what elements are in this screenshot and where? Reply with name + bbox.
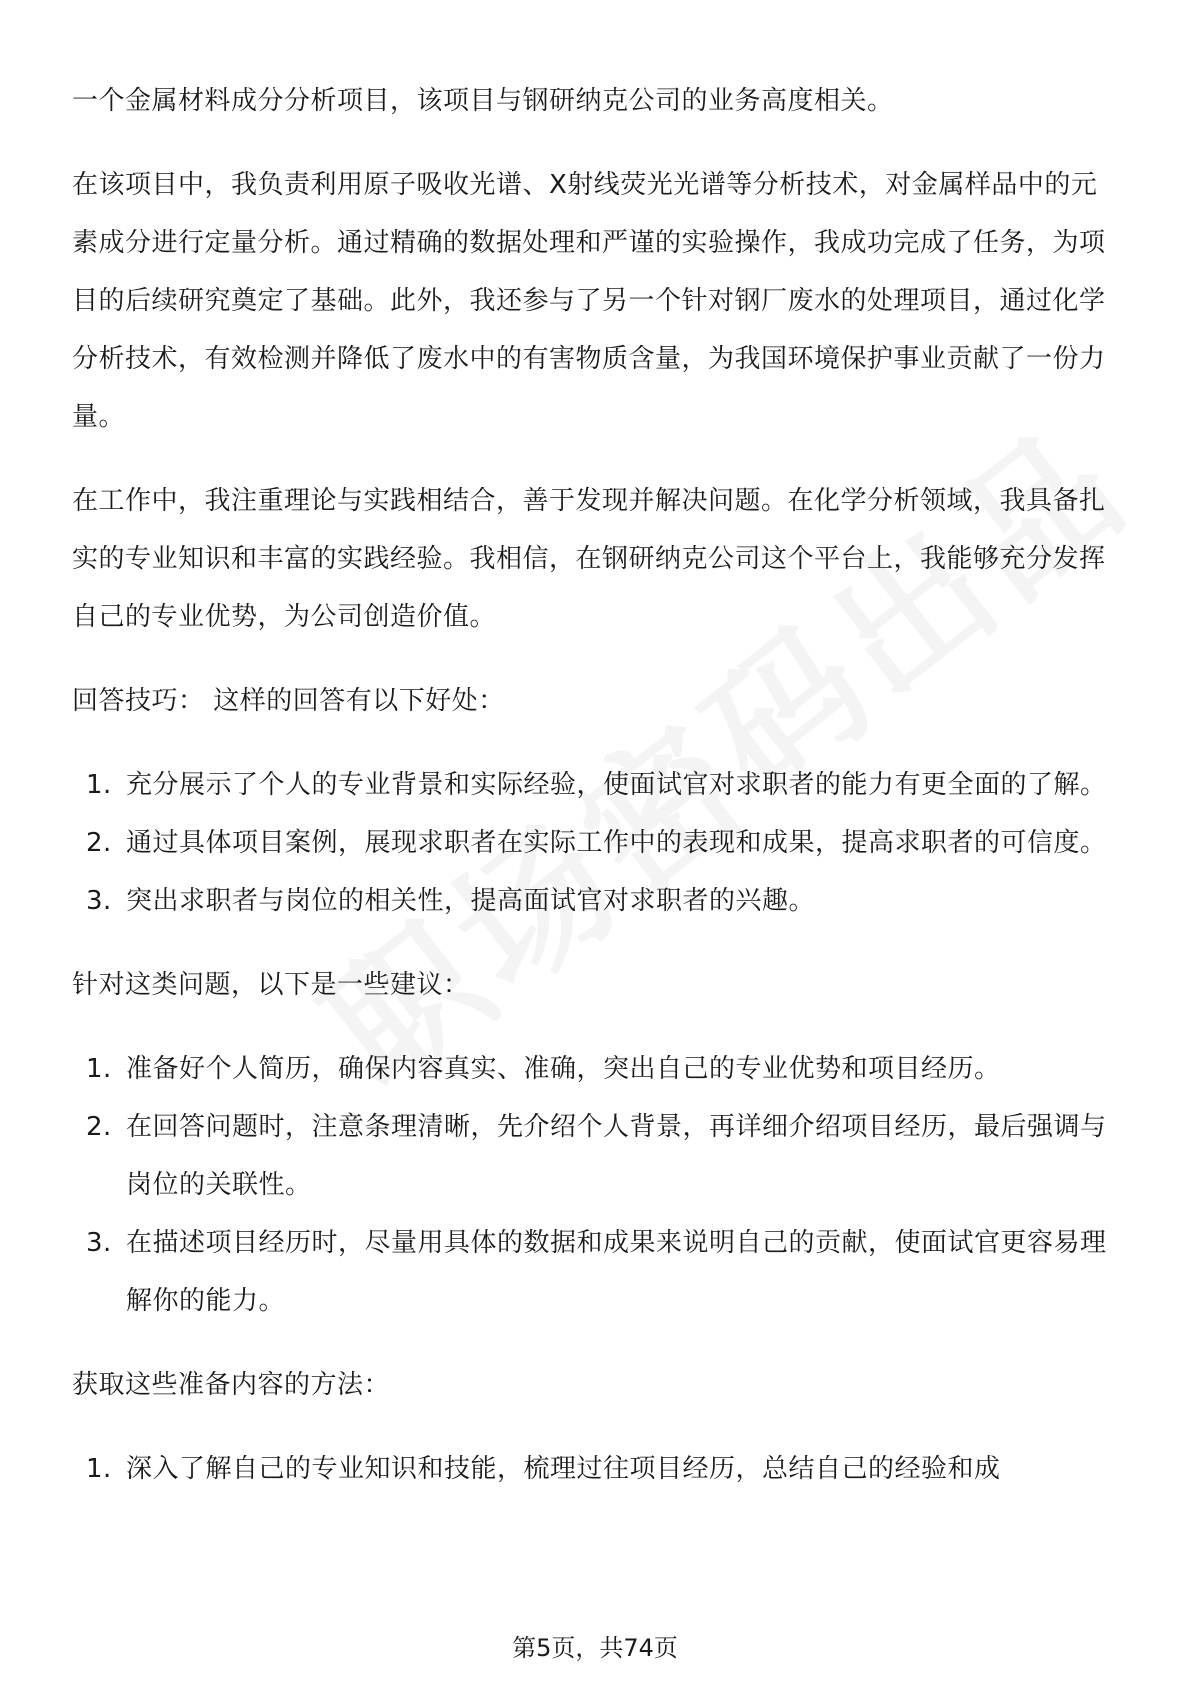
list-item xyxy=(72,1040,1122,1098)
methods-list xyxy=(72,1440,1122,1498)
list-item xyxy=(72,872,1122,930)
list-item-text: 通过具体项目案例，展现求职者在实际工作中的表现和成果，提高求职者的可信度。 xyxy=(126,828,1107,858)
list-item-number: 2. xyxy=(86,828,112,858)
list-item-text: 深入了解自己的专业知识和技能，梳理过往项目经历，总结自己的经验和成 xyxy=(126,1454,1001,1484)
list-item-number: 1. xyxy=(86,1454,112,1484)
paragraph-answer-tips-heading: 回答技巧： 这样的回答有以下好处： xyxy=(72,686,505,716)
page-number-footer: 第5页，共74页 xyxy=(512,1634,678,1662)
answer-benefits-list xyxy=(72,756,1122,930)
list-item xyxy=(72,814,1122,872)
paragraph-methods-heading: 获取这些准备内容的方法： xyxy=(72,1370,391,1400)
list-item-number: 3. xyxy=(86,1228,112,1258)
list-item-number: 3. xyxy=(86,886,112,916)
paragraph-project-details: 在该项目中，我负责利用原子吸收光谱、X射线荧光光谱等分析技术，对金属样品中的元素成分进行定量分析。通过精确的数据处理和严谨的实验操作，我成功完成了任务，为项目的后续研究奠定了基础。此外，我还参与了另一个针对钢厂废水的处理项目，通过化学分析技术，有效检测并降低了废水中的有害物质含量，为我国环境保护事业贡献了一份力量。 xyxy=(72,170,1106,432)
list-item-text: 在描述项目经历时，尽量用具体的数据和成果来说明自己的贡献，使面试官更容易理解你的能力。 xyxy=(126,1228,1107,1316)
list-item-text: 在回答问题时，注意条理清晰，先介绍个人背景，再详细介绍项目经历，最后强调与岗位的关联性。 xyxy=(126,1112,1107,1200)
paragraph-suggestions-heading: 针对这类问题，以下是一些建议： xyxy=(72,970,470,1000)
list-item xyxy=(72,1214,1122,1330)
list-item xyxy=(72,756,1122,814)
list-item-number: 1. xyxy=(86,770,112,800)
document-body xyxy=(72,72,1122,1524)
list-item-number: 1. xyxy=(86,1054,112,1084)
paragraph-work-approach: 在工作中，我注重理论与实践相结合，善于发现并解决问题。在化学分析领域，我具备扎实的专业知识和丰富的实践经验。我相信，在钢研纳克公司这个平台上，我能够充分发挥自己的专业优势，为公司创造价值。 xyxy=(72,486,1106,632)
list-item-number: 2. xyxy=(86,1112,112,1142)
list-item xyxy=(72,1098,1122,1214)
paragraph-intro: 一个金属材料成分分析项目，该项目与钢研纳克公司的业务高度相关。 xyxy=(72,86,894,116)
list-item-text: 突出求职者与岗位的相关性，提高面试官对求职者的兴趣。 xyxy=(126,886,816,916)
suggestions-list xyxy=(72,1040,1122,1330)
list-item xyxy=(72,1440,1122,1498)
list-item-text: 充分展示了个人的专业背景和实际经验，使面试官对求职者的能力有更全面的了解。 xyxy=(126,770,1107,800)
list-item-text: 准备好个人简历，确保内容真实、准确，突出自己的专业优势和项目经历。 xyxy=(126,1054,1001,1084)
